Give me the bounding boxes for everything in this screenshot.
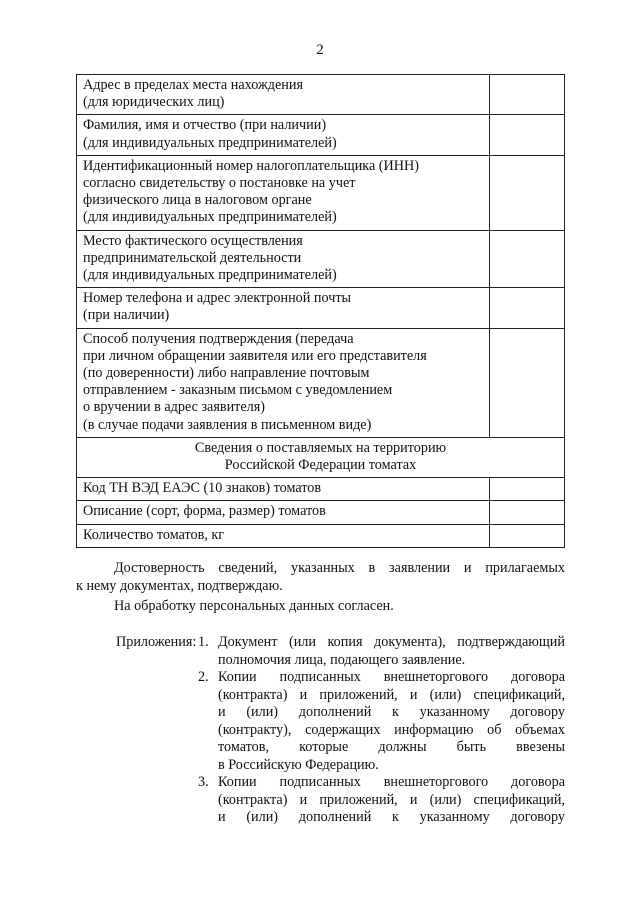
confirmation-paragraph	[76, 560, 565, 595]
attachment-number: 1.	[198, 634, 209, 650]
application-form-table	[76, 74, 565, 548]
table-row	[77, 501, 565, 524]
table-row	[77, 230, 565, 288]
list-item	[198, 669, 565, 774]
confirmation-line-1: Достоверность сведений, указанных в заявлении и прилагаемых	[114, 560, 565, 576]
table-row	[77, 328, 565, 437]
row-label-inn: Идентификационный номер налогоплательщика (ИНН) согласно свидетельству о постановке на учет физического лица в налоговом органе (для индивидуальных предпринимателей)	[77, 155, 490, 230]
row-label-business-place: Место фактического осуществления предпринимательской деятельности (для индивидуальных предпринимателей)	[77, 230, 490, 288]
page-number: 2	[316, 42, 324, 58]
attachment-number: 2.	[198, 669, 209, 685]
table-row	[77, 288, 565, 328]
row-label-hs-code: Код ТН ВЭД ЕАЭС (10 знаков) томатов	[77, 478, 490, 501]
row-label-quantity: Количество томатов, кг	[77, 524, 490, 547]
row-label-description: Описание (сорт, форма, размер) томатов	[77, 501, 490, 524]
attachment-line: Документ (или копия документа), подтверждающий	[218, 634, 565, 650]
attachment-line: Копии подписанных внешнеторгового договора	[218, 669, 565, 685]
table-row	[77, 478, 565, 501]
attachment-line: Копии подписанных внешнеторгового договора	[218, 774, 565, 790]
row-value-contacts[interactable]	[490, 288, 565, 328]
row-value-inn[interactable]	[490, 155, 565, 230]
row-value-quantity[interactable]	[490, 524, 565, 547]
row-label-fullname: Фамилия, имя и отчество (при наличии) (для индивидуальных предпринимателей)	[77, 115, 490, 155]
row-label-address: Адрес в пределах места нахождения (для юридических лиц)	[77, 75, 490, 115]
attachment-line: в Российскую Федерацию.	[218, 756, 379, 773]
row-value-address[interactable]	[490, 75, 565, 115]
table-section-row	[77, 437, 565, 477]
section-header-tomatoes: Сведения о поставляемых на территорию Российской Федерации томатах	[77, 437, 565, 477]
table-row	[77, 155, 565, 230]
attachment-line: (контракта) и приложений, и (или) спецификаций,	[218, 686, 565, 703]
row-value-business-place[interactable]	[490, 230, 565, 288]
attachment-number: 3.	[198, 774, 209, 790]
consent-paragraph: На обработку персональных данных согласен.	[114, 598, 394, 614]
attachments-list	[198, 634, 565, 827]
attachment-line: полномочия лица, подающего заявление.	[218, 651, 466, 668]
row-value-confirmation-method[interactable]	[490, 328, 565, 437]
list-item	[198, 634, 565, 669]
attachment-line: и (или) дополнений к указанному договору	[218, 704, 565, 720]
attachment-line: томатов, которые должны быть ввезены	[218, 739, 565, 755]
table-row	[77, 75, 565, 115]
row-label-contacts: Номер телефона и адрес электронной почты (при наличии)	[77, 288, 490, 328]
confirmation-line-2: к нему документах, подтверждаю.	[76, 577, 283, 594]
attachment-line: (контракту), содержащих информацию об объемах	[218, 721, 565, 738]
row-value-description[interactable]	[490, 501, 565, 524]
attachment-line: (контракта) и приложений, и (или) спецификаций,	[218, 791, 565, 808]
row-label-confirmation-method: Способ получения подтверждения (передача при личном обращении заявителя или его представителя (по доверенности) либо направление почтовым отправлением - заказным письмом с уведомлением о вручении в адрес заявителя) (в случае подачи заявления в письменном виде)	[77, 328, 490, 437]
attachment-line: и (или) дополнений к указанному договору	[218, 809, 565, 825]
row-value-hs-code[interactable]	[490, 478, 565, 501]
table-row	[77, 524, 565, 547]
table-row	[77, 115, 565, 155]
list-item	[198, 774, 565, 827]
attachments-label: Приложения:	[116, 634, 197, 650]
row-value-fullname[interactable]	[490, 115, 565, 155]
